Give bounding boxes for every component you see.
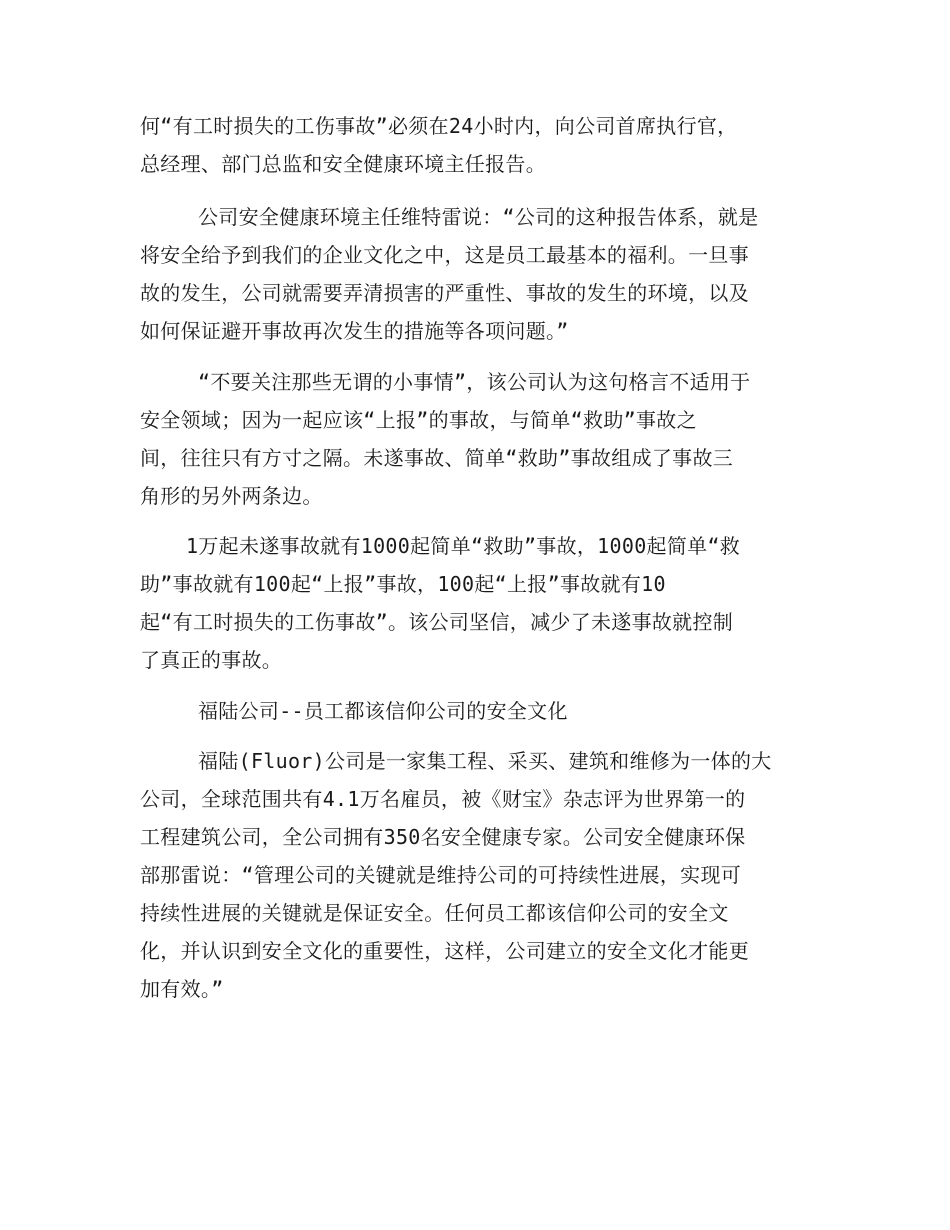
text-line: 工程建筑公司，全公司拥有350名安全健康专家。公司安全健康环保 [140,825,746,849]
text-line: 起“有工时损失的工伤事故”。该公司坚信，减少了未遂事故就控制 [140,610,734,634]
text-line: 化，并认识到安全文化的重要性，这样，公司建立的安全文化才能更 [140,939,749,963]
paragraph-small-matters [140,363,810,515]
paragraph-director-quote [140,198,810,350]
section-heading: 福陆公司--员工都该信仰公司的安全文化 [198,699,568,723]
text-line: 助”事故就有100起“上报”事故，100起“上报”事故就有10 [140,572,666,596]
paragraph-report-requirement [140,107,810,183]
text-line: 了真正的事故。 [140,648,283,672]
section-heading-fluor [140,692,810,730]
text-line: 故的发生，公司就需要弄清损害的严重性、事故的发生的环境，以及 [140,281,749,305]
text-line: 总经理、部门总监和安全健康环境主任报告。 [140,152,546,176]
paragraph-fluor-company [140,742,810,1008]
text-line: “不要关注那些无谓的小事情”，该公司认为这句格言不适用于 [198,370,751,394]
text-line: 加有效。” [140,977,224,1001]
text-line: 将安全给予到我们的企业文化之中，这是员工最基本的福利。一旦事 [140,243,749,267]
text-line: 如何保证避开事故再次发生的措施等各项问题。” [140,319,569,343]
text-line: 何“有工时损失的工伤事故”必须在24小时内，向公司首席执行官， [140,114,738,138]
text-line: 部那雷说：“管理公司的关键就是维持公司的可持续性进展，实现可 [140,863,742,887]
text-line: 持续性进展的关键就是保证安全。任何员工都该信仰公司的安全文 [140,901,729,925]
text-line: 公司安全健康环境主任维特雷说：“公司的这种报告体系，就是 [198,205,759,229]
text-line: 福陆(Fluor)公司是一家集工程、采买、建筑和维修为一体的大 [198,749,772,773]
paragraph-accident-ratio [140,527,810,679]
text-line: 角形的另外两条边。 [140,484,323,508]
text-line: 公司，全球范围共有4.1万名雇员，被《财宝》杂志评为世界第一的 [140,787,746,811]
text-line: 安全领域；因为一起应该“上报”的事故，与简单“救助”事故之 [140,408,697,432]
text-line: 1万起未遂事故就有1000起简单“救助”事故，1000起简单“救 [186,534,741,558]
text-line: 间，往往只有方寸之隔。未遂事故、简单“救助”事故组成了事故三 [140,446,734,470]
